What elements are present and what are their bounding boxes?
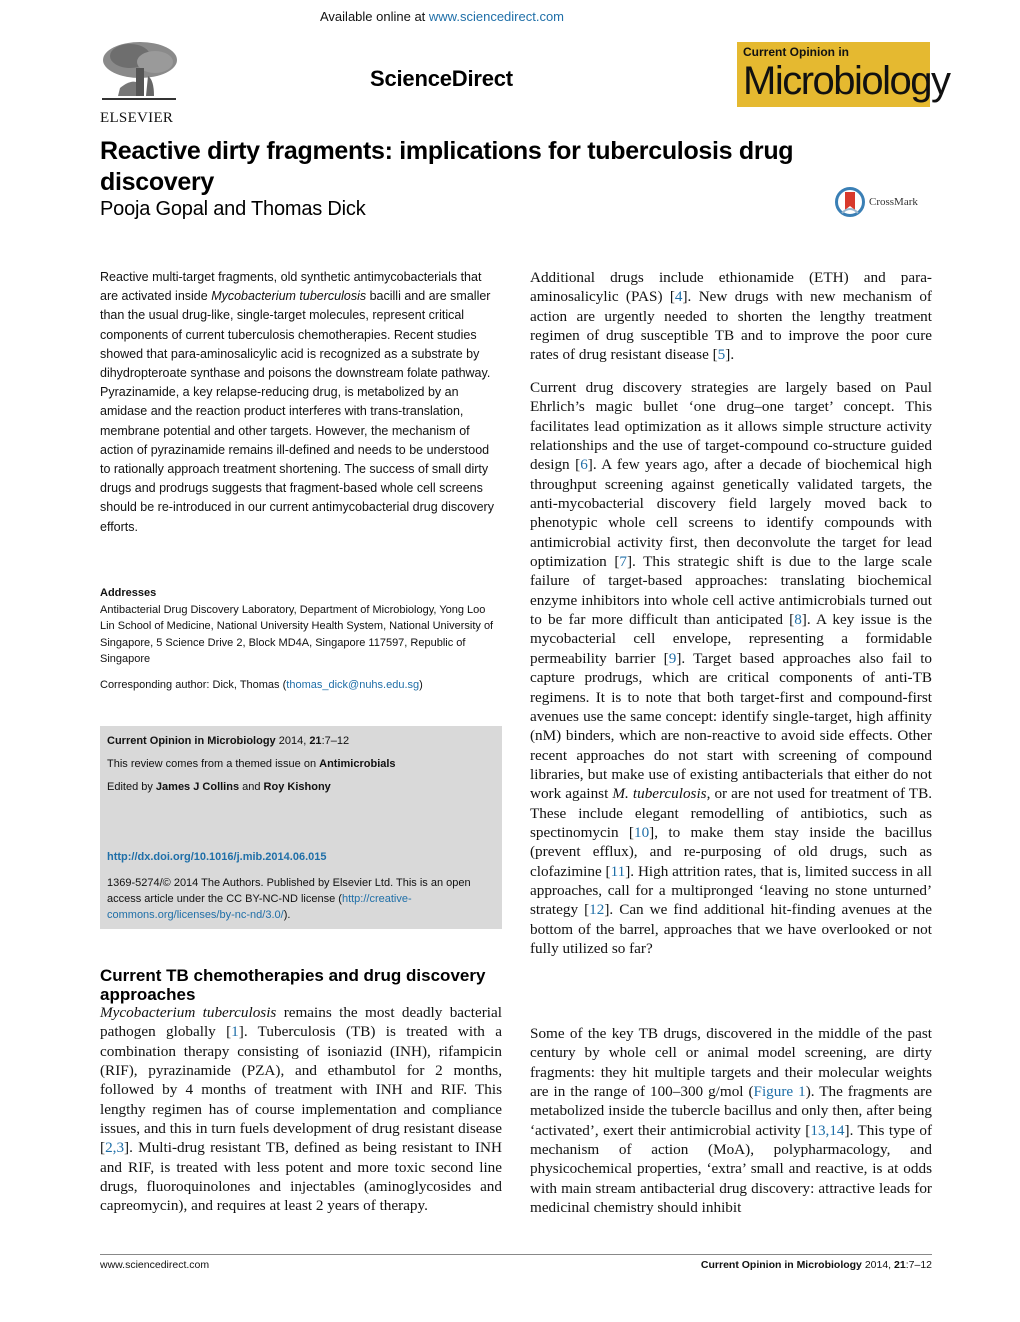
ref-link[interactable]: 10 xyxy=(633,823,650,841)
section-heading: Current TB chemotherapies and drug discovery approaches xyxy=(100,966,486,1004)
figure-link[interactable]: Figure 1 xyxy=(753,1083,806,1101)
abstract xyxy=(100,268,502,537)
ref-link[interactable]: 4 xyxy=(674,288,683,306)
ref-link[interactable]: 7 xyxy=(619,553,627,571)
addresses-heading: Addresses xyxy=(100,587,157,599)
crossmark-icon xyxy=(835,187,865,217)
citation-year: 2014, xyxy=(275,735,310,747)
available-prefix: Available online at xyxy=(320,9,429,24)
ref-link[interactable]: 9 xyxy=(668,649,677,667)
body-text: ]. New drugs with new mechanism of action are urgently needed to shorten the lengthy treatment regimen of drug susceptible TB and to improve the poor cure rates of drug resistant disease [ xyxy=(530,288,932,364)
body-text: ]. Target based approaches also fail to capture prodrugs, which are critical components of anti-TB regimens. It is to note that both target-first and compound-first avenues use the same concept: identify single-target, high affinity (nM) binders, which are non-reactive to avoid side effects. Other recent approaches do not start with screening of compound libraries, but make use of existing antibacterials that either do not work against xyxy=(530,649,933,803)
ref-link[interactable]: 11 xyxy=(610,862,626,880)
article-title: Reactive dirty fragments: implications for tuberculosis drug discovery xyxy=(100,137,794,196)
footer-site: www.sciencedirect.com xyxy=(100,1259,210,1271)
footer-divider xyxy=(100,1254,932,1255)
abstract-species: Mycobacterium tuberculosis xyxy=(211,289,367,304)
journal-badge-line2: Microbiology xyxy=(743,59,950,103)
themed-prefix: This review comes from a themed issue on xyxy=(107,758,320,770)
footer-volume: 21 xyxy=(894,1259,906,1271)
elsevier-logo xyxy=(100,40,180,126)
abstract-text: bacilli and are smaller than the usual drug-like, single-target molecules, represent critical components of current tuberculosis chemotherapies. Recent studies showed that para-aminosalicylic acid is recognized as a substrate by dihydropteroate synthase and poisons the downstream folate pathway. Pyrazinamide, a key relapse-reducing drug, is metabolized by an amidase and the reaction product interferes with trans-translation, membrane potential and other targets. However, the mechanism of action of pyrazinamide remains ill-defined and needs to be understood to rationally approach treatment shortening. The success of small dirty drugs and prodrugs suggests that fragment-based whole cell screens should be re-introduced in our current antimycobacterial drug discovery efforts. xyxy=(100,289,494,534)
species-italic: Mycobacterium tuberculosis xyxy=(100,1004,277,1021)
body-text: ]. This strategic shift is due to the large scale failure of target-based approaches: translating biochemical enzyme inhibitors into whole cell active antimicrobials turned out to be far more difficult than anticipated [ xyxy=(530,553,933,629)
article-authors: Pooja Gopal and Thomas Dick xyxy=(100,198,366,220)
body-text: ]. xyxy=(725,346,735,364)
footer-citation xyxy=(701,1259,932,1271)
journal-badge xyxy=(737,42,950,107)
body-text: Current drug discovery strategies are largely based on Paul Ehrlich’s magic bullet ‘one drug–one target’ concept. This facilitates lead optimization as it allows simple structure activity relationships and the use of target-compound co-structure guided design [ xyxy=(530,379,932,474)
corresponding-prefix: Corresponding author: Dick, Thomas ( xyxy=(100,679,287,691)
body-text: , or are not used for treatment of TB. These include elegant remodelling of antibiotics, such as spectinomycin [ xyxy=(530,785,932,841)
corresponding-email-link[interactable]: thomas_dick@nuhs.edu.sg xyxy=(286,679,420,691)
abstract-text: Reactive multi-target fragments, old synthetic antimycobacterials that are activated inside xyxy=(100,270,482,304)
body-text: Some of the key TB drugs, discovered in the middle of the past century by whole cell or animal model screening, are dirty fragments: they hit multiple targets and their molecular weights are in the range of 100–300 g/mol ( xyxy=(530,1025,932,1101)
body-text: ]. Multi-drug resistant TB, defined as being resistant to INH and RIF, is treated with less potent and more toxic second line drugs, fluoroquinolones and injectables (aminoglycosides and capreomycin), and requires at least 2 years of therapy. xyxy=(100,1139,502,1215)
ref-link[interactable]: 1 xyxy=(231,1023,239,1041)
corresponding-author xyxy=(100,679,502,691)
license-link[interactable]: http://creative-commons.org/licenses/by-nc-nd/3.0/ xyxy=(107,893,412,921)
journal-badge-line1: Current Opinion in xyxy=(743,45,849,59)
body-text: ). The fragments are metabolized inside the tubercle bacillus and only then, after being ‘activated’, exert their antimicrobial activity [ xyxy=(530,1083,932,1139)
body-text: ]. A few years ago, after a decade of biochemical high throughput screening against genetically validated targets, the anti-mycobacterial discovery field largely moved back to phenotypic whole cell screens to identify compounds with antimicrobial activity first, then deconvolute the target for lead optimization [ xyxy=(530,456,932,571)
body-text: ]. High attrition rates, that is, limited success in all approaches, call for a multipronged ‘leaving no stone unturned’ strategy [ xyxy=(530,862,932,919)
right-paragraph-3 xyxy=(530,1024,932,1217)
crossmark-label: CrossMark xyxy=(869,196,918,208)
ref-link[interactable]: 12 xyxy=(589,901,605,919)
citation-journal: Current Opinion in Microbiology xyxy=(107,735,276,747)
ref-link[interactable]: 2,3 xyxy=(105,1139,125,1157)
body-text: Additional drugs include ethionamide (ETH) and para-aminosalicylic (PAS) [ xyxy=(530,269,932,306)
footer-journal: Current Opinion in Microbiology xyxy=(700,1259,862,1271)
sciencedirect-link[interactable]: www.sciencedirect.com xyxy=(428,9,565,24)
article-info-box xyxy=(100,726,502,929)
footer-year: 2014, xyxy=(861,1259,895,1271)
citation-volume: 21 xyxy=(309,735,322,747)
right-paragraph-2 xyxy=(530,378,932,958)
elsevier-tree-icon xyxy=(100,40,178,104)
editor-and: and xyxy=(239,781,264,793)
themed-issue-line xyxy=(107,756,495,772)
body-text: ], to make them stay inside the bacillus (prevent efflux), and re-purposing of old drugs, such as clofazimine [ xyxy=(530,823,932,880)
crossmark-button[interactable] xyxy=(835,187,918,217)
body-text: ]. A key issue is the mycobacterial cell envelope, representing a formidable permeability barrier [ xyxy=(530,611,933,667)
body-text: remains the most deadly bacterial pathogen globally [ xyxy=(100,1004,502,1041)
doi-link[interactable]: http://dx.doi.org/10.1016/j.mib.2014.06.015 xyxy=(107,851,327,863)
ref-link[interactable]: 8 xyxy=(794,611,802,629)
corresponding-suffix: ) xyxy=(419,679,423,691)
ref-link[interactable]: 6 xyxy=(580,456,588,474)
addresses xyxy=(100,585,502,668)
license-suffix: ). xyxy=(283,909,291,921)
sciencedirect-brand: ScienceDirect xyxy=(370,66,513,91)
body-text: ]. Tuberculosis (TB) is treated with a combination therapy consisting of isoniazid (INH), rifampicin (RIF), pyrazinamide (PZA), and ethambutol for 2 months, followed by 4 months of treatment with INH and RIF. This lengthy regimen has of course implementation and compliance issues, and this in turn fuels development of drug resistant disease [ xyxy=(100,1023,502,1157)
license-prefix: 1369-5274/© 2014 The Authors. Published by Elsevier Ltd. This is an open access article under the CC BY-NC-ND license ( xyxy=(107,877,471,905)
edited-prefix: Edited by xyxy=(107,781,156,793)
right-paragraph-1 xyxy=(530,268,932,365)
editors-line xyxy=(107,779,495,795)
available-online-line xyxy=(320,9,620,24)
editor-2: Roy Kishony xyxy=(263,781,331,793)
themed-issue: Antimicrobials xyxy=(319,758,396,770)
ref-link[interactable]: 13,14 xyxy=(810,1121,845,1139)
body-text: ]. This type of mechanism of action (MoA), polypharmacology, and physicochemical properties, ‘extra’ small and reactive, is at odds with main stream antibacterial drug discovery: attractive leads for medicinal chemistry should inhibit xyxy=(530,1121,933,1217)
license-text xyxy=(107,875,497,923)
editor-1: James J Collins xyxy=(155,781,240,793)
left-body-paragraph xyxy=(100,1003,502,1216)
species-italic: M. tuberculosis xyxy=(612,785,707,803)
body-text: ]. Can we find additional hit-finding avenues at the bottom of the barrel, approaches that we have overlooked or not fully utilized so far? xyxy=(530,901,932,957)
citation-pages: :7–12 xyxy=(321,735,350,747)
citation-line xyxy=(107,733,495,749)
ref-link[interactable]: 5 xyxy=(717,346,726,364)
addresses-text: Antibacterial Drug Discovery Laboratory, Department of Microbiology, Yong Loo Lin School of Medicine, National University Health System, National University of Singapore, 5 Science Drive 2, Block MD4A, Singapore 117597, Republic of Singapore xyxy=(100,603,494,665)
footer-pages: :7–12 xyxy=(905,1259,932,1271)
elsevier-wordmark: ELSEVIER xyxy=(100,110,174,126)
